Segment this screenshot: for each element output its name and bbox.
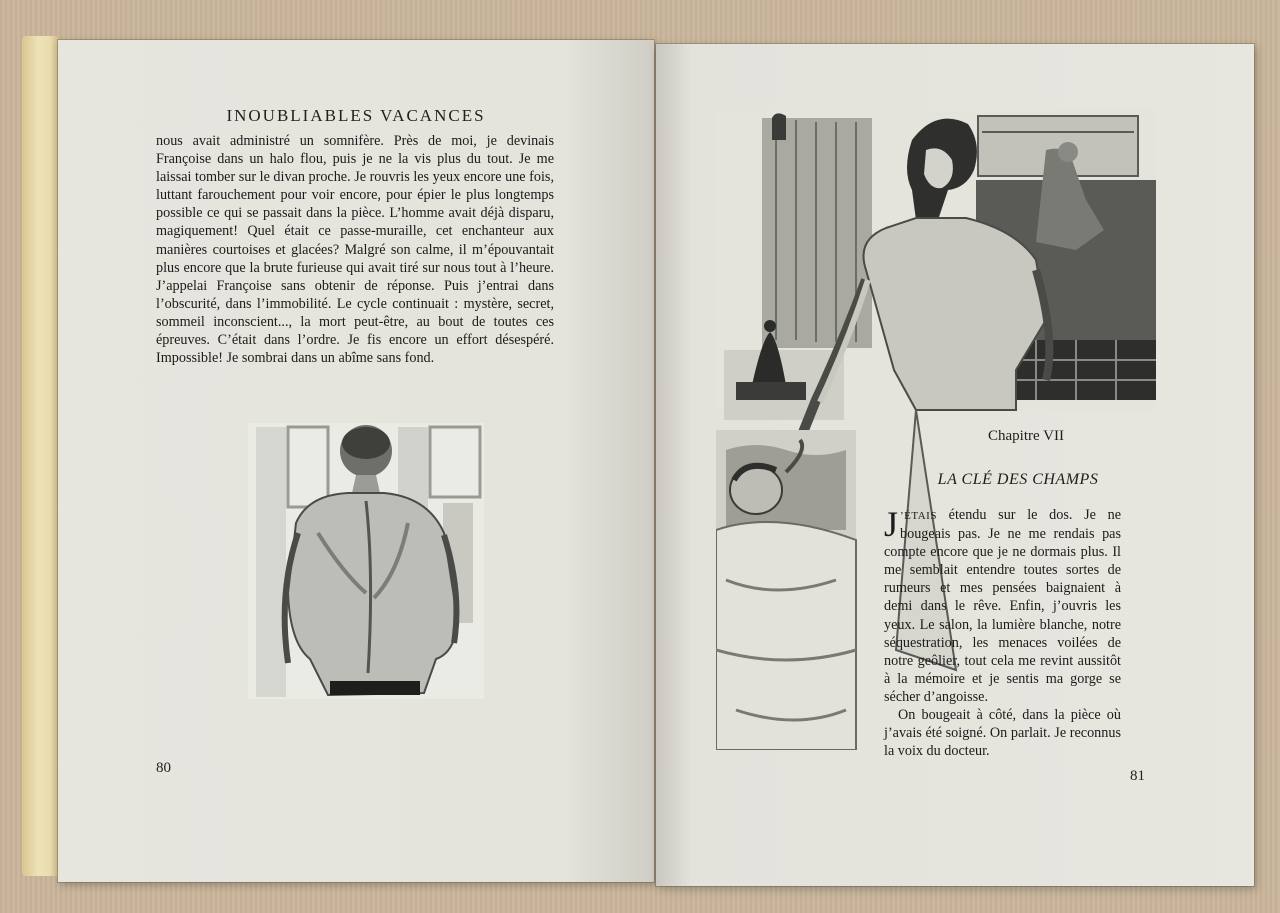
left-page <box>58 40 654 882</box>
chapter-label: Chapitre VII <box>988 428 1064 444</box>
left-body-text <box>156 132 554 367</box>
chapter-paragraph-2: On bougeait à côté, dans la pièce où j’avais été soigné. On parlait. Je reconnus la voix du docteur. <box>884 707 1121 760</box>
chapter-body-text <box>884 506 1121 760</box>
first-word: ’ÉTAIS <box>900 510 937 522</box>
chapter-paragraph-1 <box>884 506 1121 706</box>
page-number-left: 80 <box>156 760 171 776</box>
drop-cap: J <box>884 504 899 544</box>
book-edge <box>22 36 62 876</box>
right-page <box>656 44 1254 886</box>
paragraph-1-text: étendu sur le dos. Je ne bougeais pas. Je ne me rendais pas compte encore que je ne dormais plus. Il me semblait entendre toutes sortes de rumeurs et mes pensées baignaient à demi dans le rêve. Enfin, j’ouvris les yeux. Le salon, la lumière blanche, notre séquestration, les menaces voilées de notre geôlier, tout cela me revint aussitôt à la mémoire et je sentis ma gorge se sécher d’angoisse. <box>884 507 1121 705</box>
running-head: INOUBLIABLES VACANCES <box>226 106 486 125</box>
left-paragraph: nous avait administré un somnifère. Près de moi, je devinais Françoise dans un halo flou, puis je ne la vis plus du tout. Je me laissai tomber sur le divan proche. Je rouvris les yeux encore une fois, luttant farouchement pour voir encore, pour épier le plus longtemps possible ce qui se passait dans la pièce. L’homme avait déjà disparu, magiquement! Quel était ce passe-muraille, cet enchanteur aux manières courtoises et glacées? Malgré son calme, il m’épouvantait plus encore que la brute furieuse qui avait tiré sur nous tout à l’heure. J’appelai Françoise sans obtenir de réponse. Puis j’entrai dans l’obscurité, dans l’immobilité. Le cycle continuait : mystère, secret, sommeil inconscient..., la mort peut-être, au bout de toutes ces épreuves. C’était dans l’ordre. Je fis encore un effort désespéré. Impossible! Je sombrai dans un abîme sans fond. <box>156 133 554 367</box>
page-number-right: 81 <box>1130 768 1145 784</box>
illustration-man-back <box>248 423 484 699</box>
chapter-title: LA CLÉ DES CHAMPS <box>937 471 1099 488</box>
